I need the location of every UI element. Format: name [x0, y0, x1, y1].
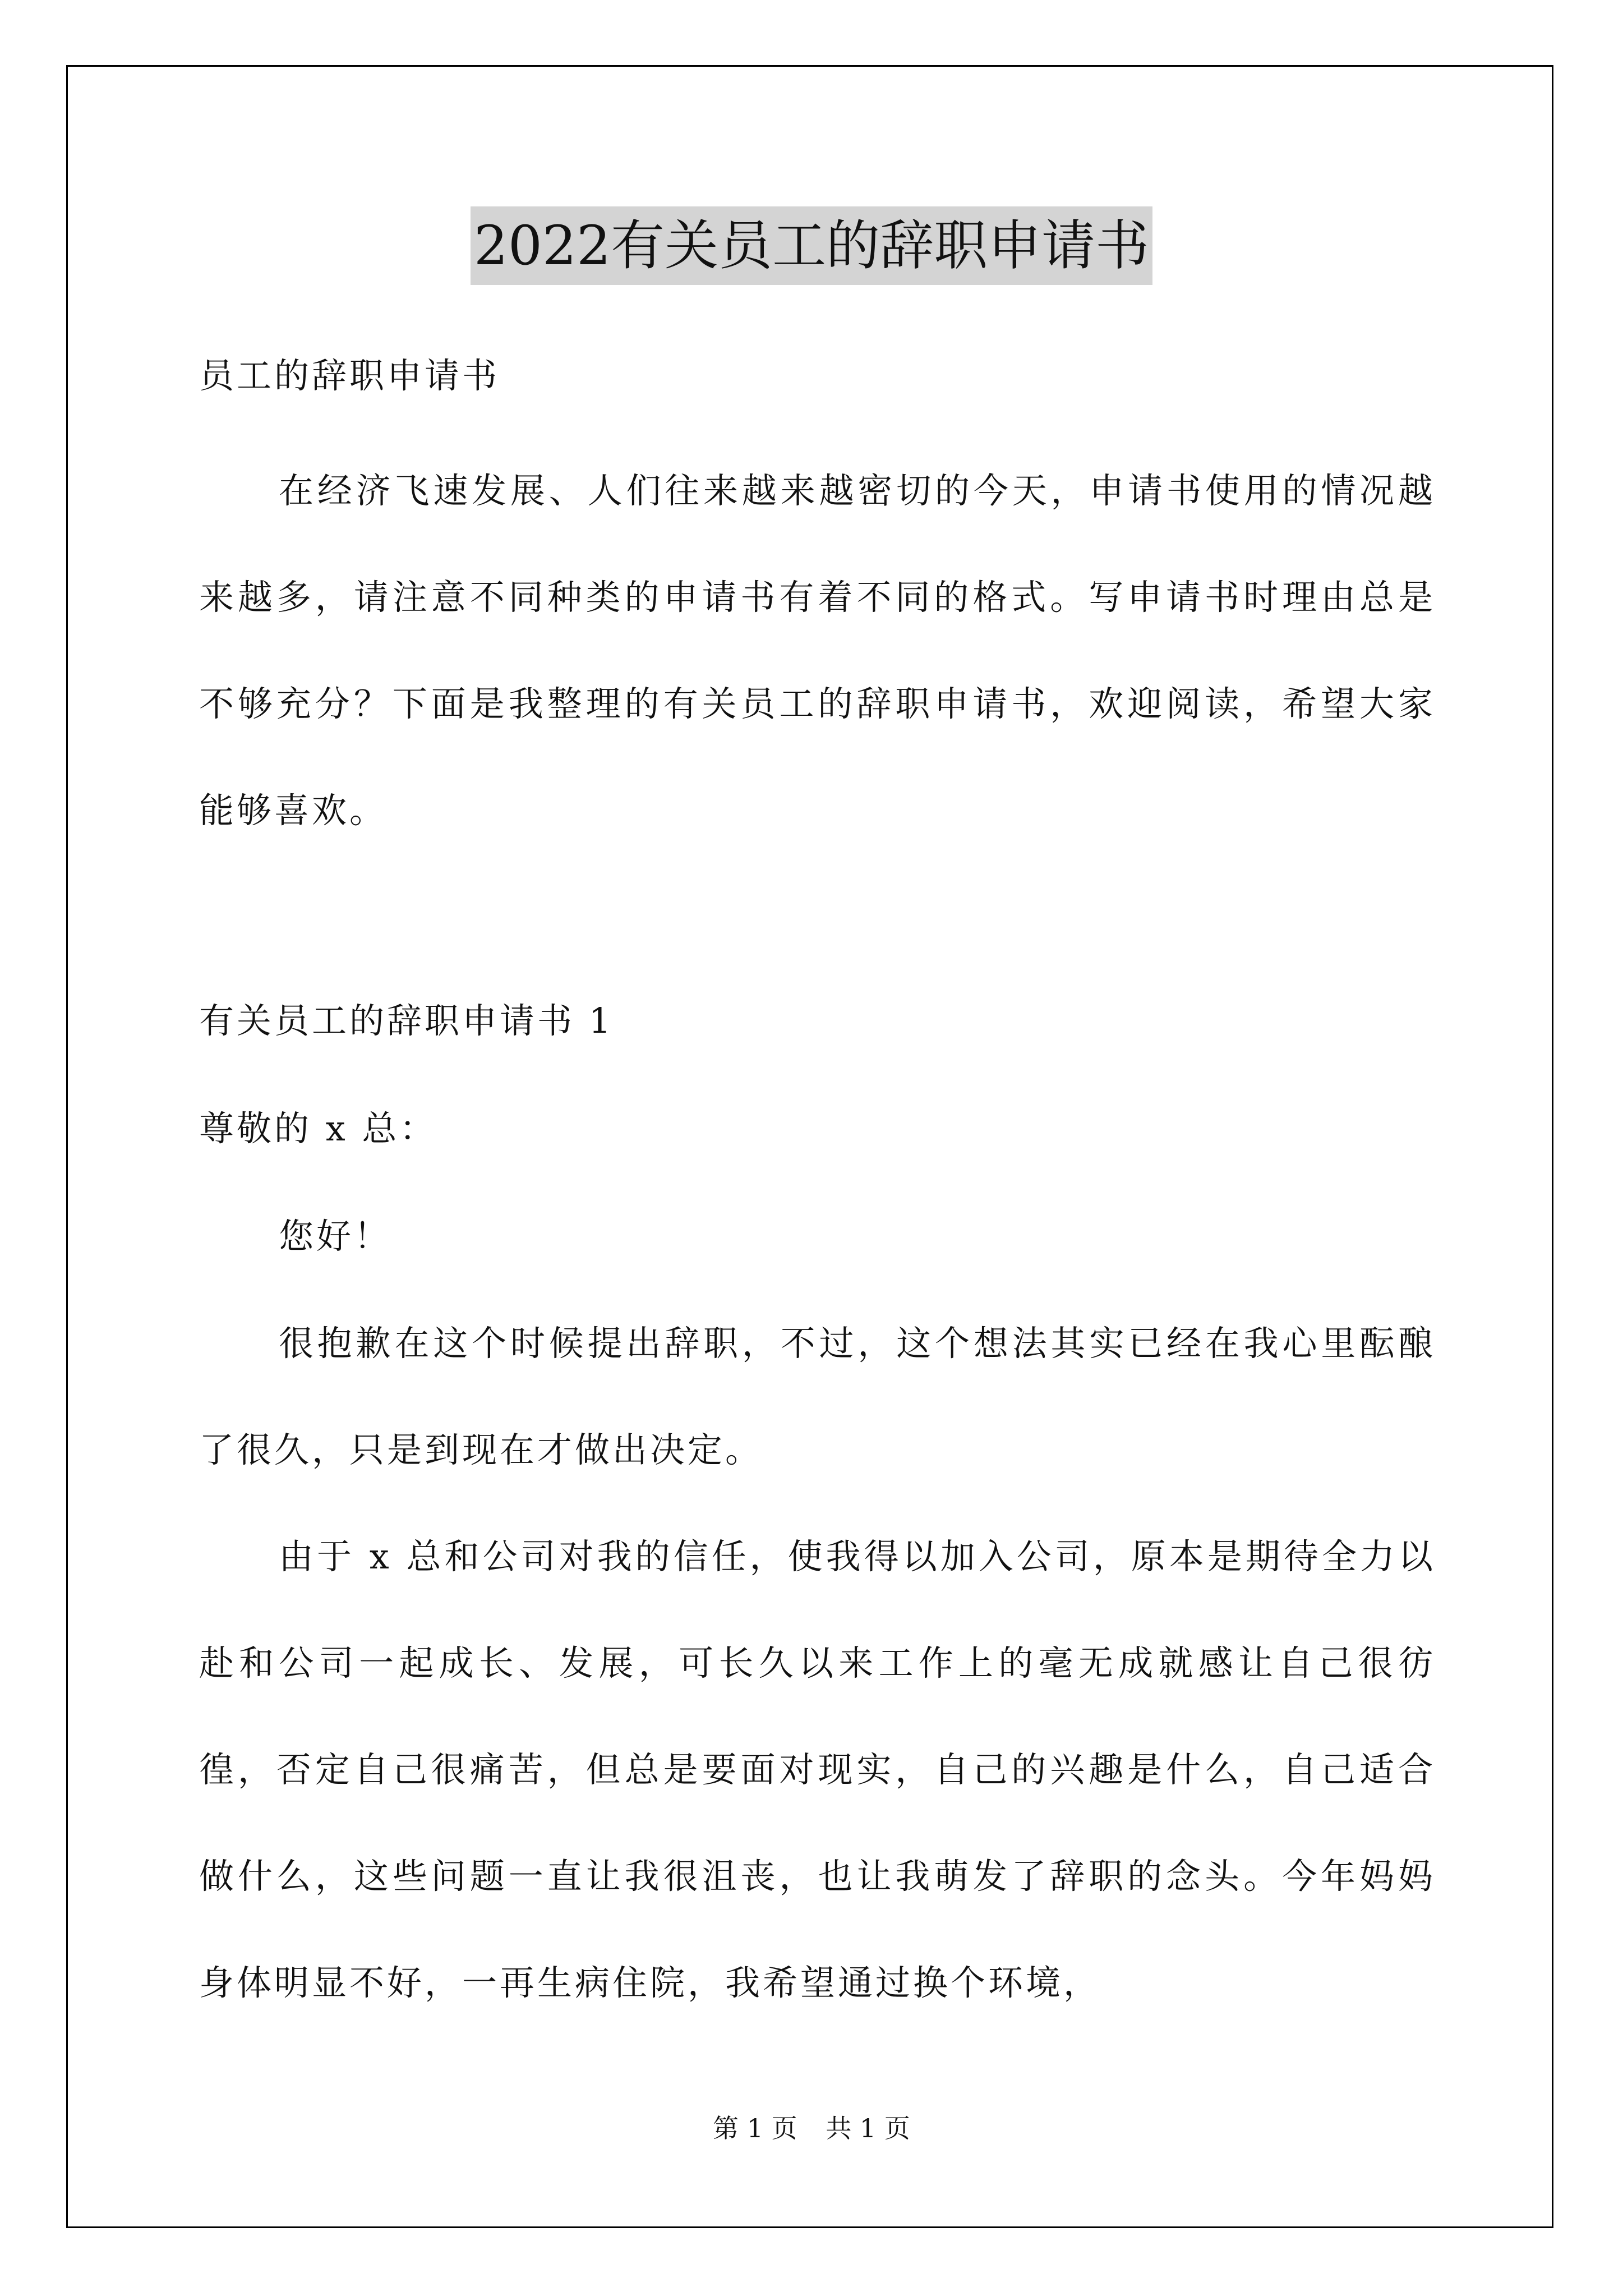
body-paragraph-1: 很抱歉在这个时候提出辞职，不过，这个想法其实已经在我心里酝酿了很久，只是到现在才做出决定。 [199, 1323, 1436, 1470]
page-footer [0, 2111, 1623, 2145]
document-title: 2022有关员工的辞职申请书 [471, 206, 1152, 285]
body-paragraph-2: 由于 x 总和公司对我的信任，使我得以加入公司，原本是期待全力以赴和公司一起成长、发展，可长久以来工作上的毫无成就感让自己很彷徨，否定自己很痛苦，但总是要面对现实，自己的兴趣是什么，自己适合做什么，这些问题一直让我很沮丧，也让我萌发了辞职的念头。今年妈妈身体明显不好，一再生病住院，我希望通过换个环境， [199, 1536, 1436, 2003]
section-heading: 有关员工的辞职申请书 1 [199, 1000, 614, 1041]
title-container [0, 206, 1623, 285]
intro-paragraph: 在经济飞速发展、人们往来越来越密切的今天，申请书使用的情况越来越多，请注意不同种类的申请书有着不同的格式。写申请书时理由总是不够充分？下面是我整理的有关员工的辞职申请书，欢迎阅读，希望大家能够喜欢。 [199, 470, 1436, 831]
salutation: 尊敬的 x 总： [199, 1108, 437, 1149]
greeting: 您好！ [279, 1216, 392, 1257]
document-subtitle: 员工的辞职申请书 [199, 355, 500, 396]
page-total: 共 1 页 [826, 2113, 910, 2143]
page-number: 第 1 页 [713, 2113, 797, 2143]
